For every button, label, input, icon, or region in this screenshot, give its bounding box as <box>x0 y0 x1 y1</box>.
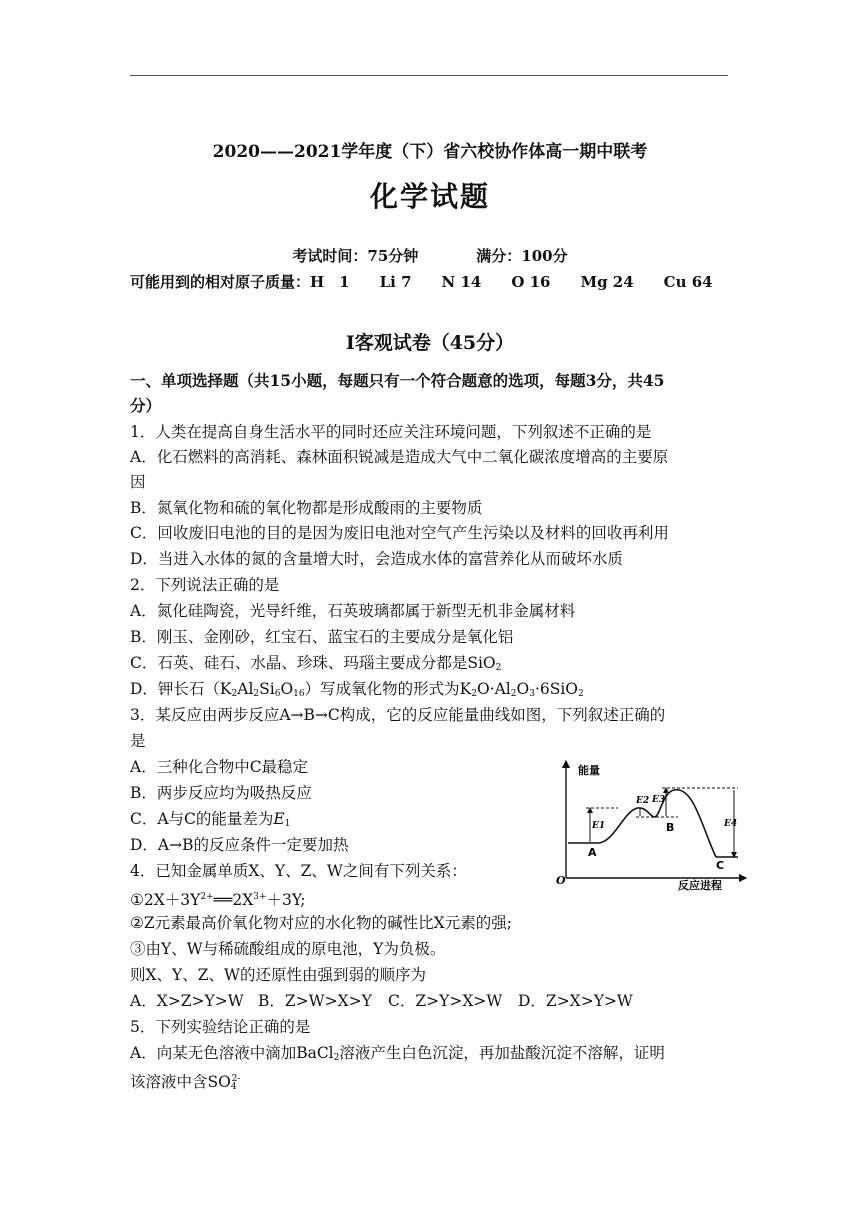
label-e2: E2 <box>636 796 650 806</box>
section-instruction-cont: 分） <box>130 396 162 415</box>
label-c: C <box>716 859 725 872</box>
q4-option-d: D．Z>X>Y>W <box>518 992 633 1010</box>
q4-option-a: A．X>Z>Y>W <box>130 992 244 1010</box>
q2-option-a: A．氮化硅陶瓷，光导纤维，石英玻璃都属于新型无机非金属材料 <box>130 602 576 620</box>
label-e3: E3 <box>652 795 666 805</box>
exam-time: 考试时间：75分钟 <box>292 247 419 265</box>
exam-title: 2020——2021学年度（下）省六校协作体高一期中联考 <box>212 142 648 162</box>
q1-stem: 1．人类在提高自身生活水平的同时还应关注环境问题，下列叙述不正确的是 <box>130 423 652 441</box>
q4-question: 则X、Y、Z、W的还原性由强到弱的顺序为 <box>130 966 426 984</box>
header-rule <box>130 75 728 76</box>
q4-options <box>130 991 633 1011</box>
label-e4: E4 <box>724 819 738 829</box>
q4-stem: 4．已知金属单质X、Y、Z、W之间有下列关系： <box>130 862 467 880</box>
q1-option-b: B．氮氧化物和硫的氧化物都是形成酸雨的主要物质 <box>130 499 483 517</box>
q5-stem: 5．下列实验结论正确的是 <box>130 1018 311 1036</box>
origin-label: O <box>556 874 566 887</box>
q3-option-b: B．两步反应均为吸热反应 <box>130 784 312 802</box>
q3-stem-cont: 是 <box>130 732 146 750</box>
section-title: Ⅰ客观试卷（45分） <box>345 332 515 354</box>
q1-option-c: C．回收废旧电池的目的是因为废旧电池对空气产生污染以及材料的回收再利用 <box>130 524 669 542</box>
q4-option-c: C．Z>Y>X>W <box>388 992 503 1010</box>
q4-option-b: B．Z>W>X>Y <box>258 992 372 1010</box>
section-instruction: 一、单项选择题（共15小题，每题只有一个符合题意的选项，每题3分，共45 <box>130 371 665 390</box>
q2-stem: 2．下列说法正确的是 <box>130 576 280 594</box>
exam-meta <box>0 246 860 266</box>
q3-option-d: D．A→B的反应条件一定要加热 <box>130 836 349 854</box>
label-e1: E1 <box>592 821 606 831</box>
q4-relation-2: ②Z元素最高价氧化物对应的水化物的碱性比X元素的强; <box>130 914 512 932</box>
q4-relation-1: $①2X+3Y^{2+}══2X^{3+}+3Y$; <box>130 891 306 909</box>
q5-option-a-cont: 该溶液中含$SO_4^{2-}$ <box>130 1073 241 1092</box>
y-axis-label: 能量 <box>578 764 600 777</box>
q4-relation-3: ③由Y、W与稀硫酸组成的原电池，Y为负极。 <box>130 940 446 958</box>
q1-option-a-cont: 因 <box>130 473 146 491</box>
energy-diagram <box>548 758 748 892</box>
subject-title: 化学试题 <box>369 180 490 213</box>
q1-option-d: D．当进入水体的氮的含量增大时，会造成水体的富营养化从而破坏水质 <box>130 550 623 568</box>
q2-option-d: D．钾长石$(K_2Al_2Si_6O_{16})$写成氧化物的形式为$K_2O\cdot Al_2O_3\cdot 6SiO_2$ <box>130 680 584 699</box>
q3-option-a: A．三种化合物中C最稳定 <box>130 758 309 776</box>
q5-option-a: A．向某无色溶液中滴加BaCl$_2$溶液产生白色沉淀，再加盐酸沉淀不溶解，证明 <box>130 1044 665 1063</box>
x-axis-label: 反应进程 <box>678 879 722 892</box>
q2-option-b: B．刚玉、金刚砂，红宝石、蓝宝石的主要成分是氧化铝 <box>130 628 514 646</box>
q1-option-a: A．化石燃料的高消耗、森林面积锐减是造成大气中二氧化碳浓度增高的主要原 <box>130 448 669 466</box>
atomic-masses: 可能用到的相对原子质量：H 1 Li 7 N 14 O 16 Mg 24 Cu 64 <box>130 273 713 291</box>
label-a: A <box>588 846 597 859</box>
full-score: 满分：100分 <box>476 247 568 265</box>
q3-option-c: C．A与C的能量差为$E_1$ <box>130 810 291 829</box>
label-b: B <box>666 821 675 834</box>
q2-option-c: C．石英、硅石、水晶、珍珠、玛瑙主要成分都是SiO$_2$ <box>130 654 502 673</box>
q3-stem: 3．某反应由两步反应A→B→C构成，它的反应能量曲线如图，下列叙述正确的 <box>130 706 666 724</box>
